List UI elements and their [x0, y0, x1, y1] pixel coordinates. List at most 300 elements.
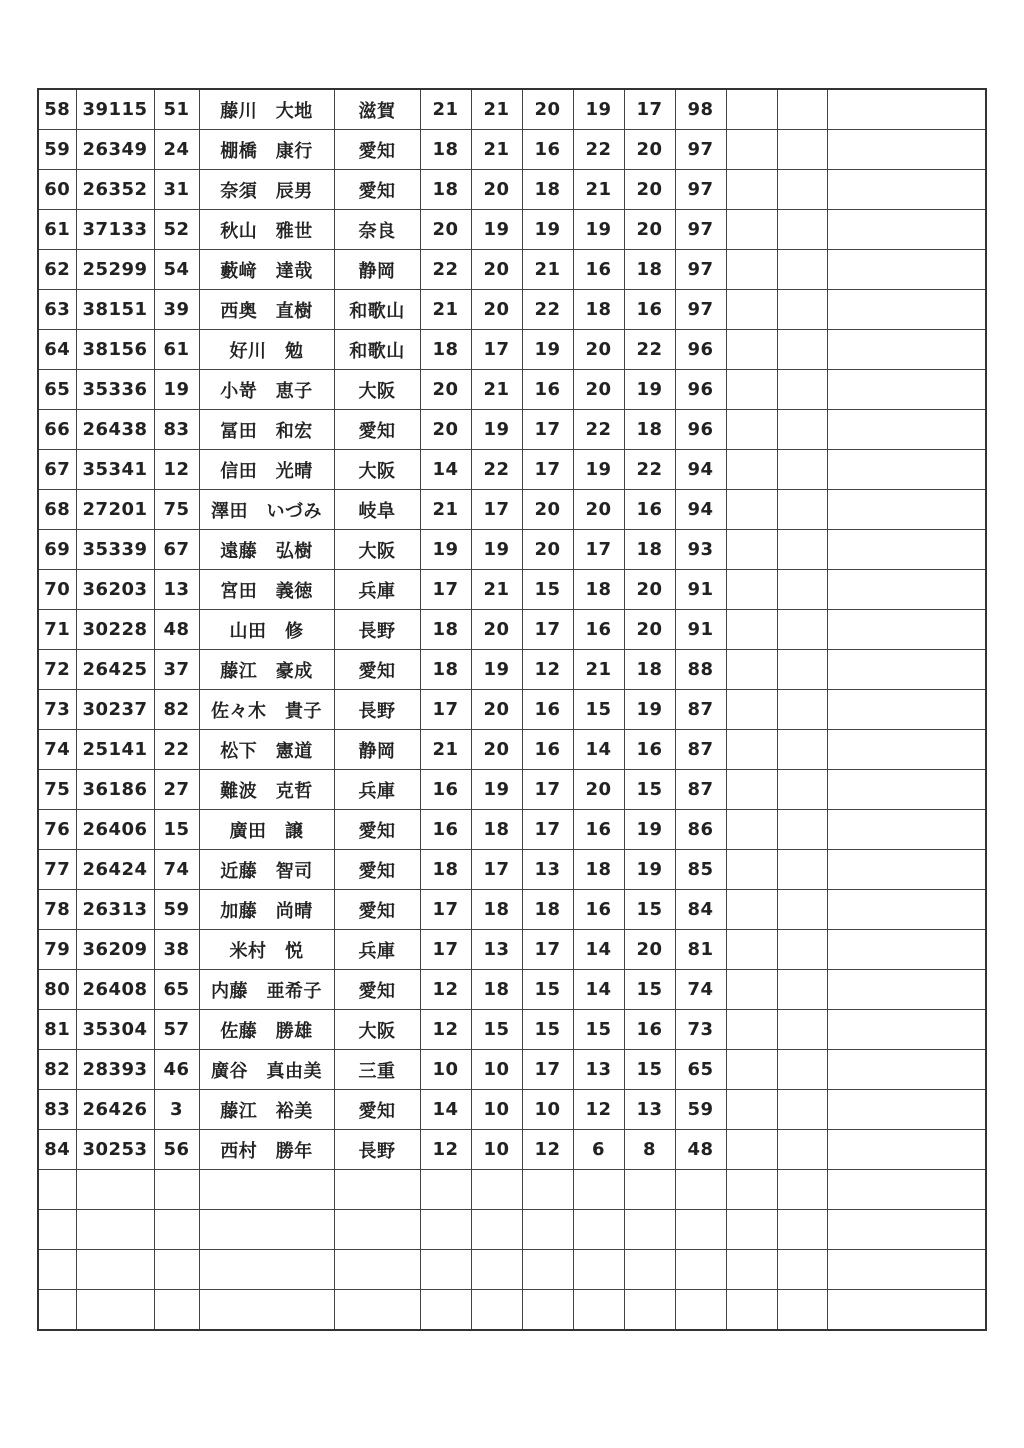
blank-cell: [471, 1210, 522, 1250]
id-cell: 30237: [76, 690, 154, 730]
prefecture-cell: 長野: [334, 1130, 420, 1170]
prefecture-cell: 愛知: [334, 1090, 420, 1130]
blank-cell: [777, 810, 827, 850]
score-5-cell: 19: [624, 690, 675, 730]
score-2-cell: 20: [471, 250, 522, 290]
score-2-cell: 22: [471, 450, 522, 490]
blank-cell: [827, 370, 986, 410]
blank-cell: [624, 1210, 675, 1250]
blank-cell: [777, 210, 827, 250]
blank-cell: [154, 1290, 199, 1331]
total-cell: 48: [675, 1130, 726, 1170]
score-5-cell: 19: [624, 850, 675, 890]
prefecture-cell: 長野: [334, 690, 420, 730]
blank-cell: [420, 1210, 471, 1250]
score-1-cell: 20: [420, 210, 471, 250]
name-cell: 山田 修: [199, 610, 334, 650]
score-4-cell: 16: [573, 890, 624, 930]
rank-cell: 82: [38, 1050, 76, 1090]
id-cell: 27201: [76, 490, 154, 530]
score-3-cell: 16: [522, 730, 573, 770]
blank-cell: [726, 290, 777, 330]
entry-number-cell: 13: [154, 570, 199, 610]
total-cell: 88: [675, 650, 726, 690]
id-cell: 35341: [76, 450, 154, 490]
total-cell: 74: [675, 970, 726, 1010]
id-cell: 36209: [76, 930, 154, 970]
prefecture-cell: 愛知: [334, 170, 420, 210]
blank-cell: [334, 1210, 420, 1250]
blank-cell: [471, 1250, 522, 1290]
prefecture-cell: 大阪: [334, 1010, 420, 1050]
blank-cell: [726, 370, 777, 410]
empty-row: [38, 1290, 986, 1331]
blank-cell: [726, 890, 777, 930]
score-1-cell: 12: [420, 1130, 471, 1170]
prefecture-cell: 静岡: [334, 250, 420, 290]
score-5-cell: 18: [624, 250, 675, 290]
rank-cell: 62: [38, 250, 76, 290]
table-row: [38, 170, 986, 210]
rank-cell: 68: [38, 490, 76, 530]
score-4-cell: 19: [573, 450, 624, 490]
blank-cell: [334, 1250, 420, 1290]
table-row: [38, 490, 986, 530]
blank-cell: [827, 1250, 986, 1290]
id-cell: 26349: [76, 130, 154, 170]
prefecture-cell: 大阪: [334, 530, 420, 570]
score-1-cell: 20: [420, 410, 471, 450]
rank-cell: 67: [38, 450, 76, 490]
table-row: [38, 810, 986, 850]
name-cell: 難波 克哲: [199, 770, 334, 810]
id-cell: 26426: [76, 1090, 154, 1130]
score-4-cell: 13: [573, 1050, 624, 1090]
score-4-cell: 20: [573, 370, 624, 410]
score-5-cell: 20: [624, 130, 675, 170]
prefecture-cell: 愛知: [334, 410, 420, 450]
blank-cell: [199, 1290, 334, 1331]
blank-cell: [726, 850, 777, 890]
rank-cell: 58: [38, 89, 76, 130]
score-3-cell: 18: [522, 890, 573, 930]
score-3-cell: 13: [522, 850, 573, 890]
table-row: [38, 290, 986, 330]
table-row: [38, 1050, 986, 1090]
blank-cell: [726, 450, 777, 490]
blank-cell: [573, 1170, 624, 1210]
id-cell: 26438: [76, 410, 154, 450]
prefecture-cell: 和歌山: [334, 330, 420, 370]
score-3-cell: 20: [522, 89, 573, 130]
entry-number-cell: 22: [154, 730, 199, 770]
prefecture-cell: 愛知: [334, 810, 420, 850]
score-4-cell: 20: [573, 330, 624, 370]
blank-cell: [827, 290, 986, 330]
blank-cell: [38, 1170, 76, 1210]
blank-cell: [827, 650, 986, 690]
total-cell: 65: [675, 1050, 726, 1090]
blank-cell: [777, 1130, 827, 1170]
score-1-cell: 18: [420, 650, 471, 690]
entry-number-cell: 37: [154, 650, 199, 690]
score-3-cell: 17: [522, 410, 573, 450]
blank-cell: [726, 730, 777, 770]
prefecture-cell: 愛知: [334, 970, 420, 1010]
score-5-cell: 17: [624, 89, 675, 130]
blank-cell: [420, 1250, 471, 1290]
blank-cell: [726, 1050, 777, 1090]
id-cell: 35339: [76, 530, 154, 570]
blank-cell: [777, 1090, 827, 1130]
name-cell: 藤江 豪成: [199, 650, 334, 690]
name-cell: 宮田 義徳: [199, 570, 334, 610]
score-5-cell: 15: [624, 890, 675, 930]
score-2-cell: 10: [471, 1130, 522, 1170]
blank-cell: [827, 490, 986, 530]
blank-cell: [777, 490, 827, 530]
score-5-cell: 20: [624, 170, 675, 210]
score-1-cell: 18: [420, 850, 471, 890]
table-row: [38, 370, 986, 410]
blank-cell: [726, 89, 777, 130]
blank-cell: [827, 890, 986, 930]
name-cell: 佐々木 貴子: [199, 690, 334, 730]
score-2-cell: 21: [471, 370, 522, 410]
rank-cell: 76: [38, 810, 76, 850]
blank-cell: [827, 1010, 986, 1050]
blank-cell: [827, 530, 986, 570]
score-2-cell: 19: [471, 650, 522, 690]
score-2-cell: 17: [471, 490, 522, 530]
results-table: [37, 88, 987, 1331]
table-row: [38, 730, 986, 770]
table-row: [38, 890, 986, 930]
id-cell: 39115: [76, 89, 154, 130]
entry-number-cell: 38: [154, 930, 199, 970]
rank-cell: 72: [38, 650, 76, 690]
entry-number-cell: 39: [154, 290, 199, 330]
total-cell: 59: [675, 1090, 726, 1130]
name-cell: 藪﨑 達哉: [199, 250, 334, 290]
score-3-cell: 15: [522, 570, 573, 610]
blank-cell: [726, 610, 777, 650]
score-1-cell: 17: [420, 930, 471, 970]
total-cell: 94: [675, 490, 726, 530]
name-cell: 澤田 いづみ: [199, 490, 334, 530]
entry-number-cell: 31: [154, 170, 199, 210]
blank-cell: [777, 770, 827, 810]
blank-cell: [777, 1170, 827, 1210]
score-4-cell: 21: [573, 650, 624, 690]
score-4-cell: 14: [573, 930, 624, 970]
blank-cell: [777, 890, 827, 930]
blank-cell: [675, 1170, 726, 1210]
score-4-cell: 19: [573, 89, 624, 130]
id-cell: 30253: [76, 1130, 154, 1170]
score-3-cell: 12: [522, 1130, 573, 1170]
score-2-cell: 15: [471, 1010, 522, 1050]
blank-cell: [726, 410, 777, 450]
score-2-cell: 21: [471, 89, 522, 130]
score-1-cell: 18: [420, 130, 471, 170]
blank-cell: [420, 1170, 471, 1210]
empty-row: [38, 1250, 986, 1290]
table-row: [38, 250, 986, 290]
blank-cell: [675, 1210, 726, 1250]
score-3-cell: 17: [522, 930, 573, 970]
name-cell: 米村 悦: [199, 930, 334, 970]
blank-cell: [777, 1010, 827, 1050]
prefecture-cell: 三重: [334, 1050, 420, 1090]
score-1-cell: 21: [420, 290, 471, 330]
blank-cell: [726, 530, 777, 570]
blank-cell: [76, 1210, 154, 1250]
score-2-cell: 19: [471, 410, 522, 450]
id-cell: 25299: [76, 250, 154, 290]
rank-cell: 77: [38, 850, 76, 890]
entry-number-cell: 83: [154, 410, 199, 450]
total-cell: 93: [675, 530, 726, 570]
blank-cell: [777, 410, 827, 450]
blank-cell: [777, 1250, 827, 1290]
blank-cell: [827, 1090, 986, 1130]
blank-cell: [827, 810, 986, 850]
blank-cell: [522, 1210, 573, 1250]
blank-cell: [726, 130, 777, 170]
table-row: [38, 1130, 986, 1170]
blank-cell: [726, 650, 777, 690]
blank-cell: [154, 1170, 199, 1210]
rank-cell: 65: [38, 370, 76, 410]
score-5-cell: 15: [624, 970, 675, 1010]
blank-cell: [334, 1290, 420, 1331]
blank-cell: [827, 1290, 986, 1331]
blank-cell: [777, 690, 827, 730]
entry-number-cell: 67: [154, 530, 199, 570]
name-cell: 信田 光晴: [199, 450, 334, 490]
prefecture-cell: 大阪: [334, 370, 420, 410]
score-1-cell: 12: [420, 970, 471, 1010]
total-cell: 97: [675, 130, 726, 170]
blank-cell: [827, 1170, 986, 1210]
score-3-cell: 22: [522, 290, 573, 330]
table-row: [38, 450, 986, 490]
blank-cell: [726, 1130, 777, 1170]
name-cell: 小嵜 恵子: [199, 370, 334, 410]
score-3-cell: 20: [522, 490, 573, 530]
blank-cell: [726, 1290, 777, 1331]
entry-number-cell: 24: [154, 130, 199, 170]
total-cell: 84: [675, 890, 726, 930]
id-cell: 37133: [76, 210, 154, 250]
blank-cell: [726, 1010, 777, 1050]
blank-cell: [199, 1250, 334, 1290]
blank-cell: [827, 1050, 986, 1090]
score-2-cell: 19: [471, 770, 522, 810]
table-row: [38, 770, 986, 810]
blank-cell: [38, 1210, 76, 1250]
blank-cell: [777, 1210, 827, 1250]
blank-cell: [38, 1290, 76, 1331]
entry-number-cell: 56: [154, 1130, 199, 1170]
blank-cell: [777, 370, 827, 410]
entry-number-cell: 65: [154, 970, 199, 1010]
entry-number-cell: 75: [154, 490, 199, 530]
prefecture-cell: 静岡: [334, 730, 420, 770]
score-1-cell: 18: [420, 610, 471, 650]
total-cell: 73: [675, 1010, 726, 1050]
score-4-cell: 20: [573, 490, 624, 530]
blank-cell: [726, 690, 777, 730]
table-row: [38, 410, 986, 450]
score-1-cell: 18: [420, 330, 471, 370]
table-row: [38, 850, 986, 890]
blank-cell: [827, 1130, 986, 1170]
score-4-cell: 16: [573, 810, 624, 850]
total-cell: 96: [675, 330, 726, 370]
blank-cell: [726, 570, 777, 610]
blank-cell: [726, 330, 777, 370]
blank-cell: [827, 130, 986, 170]
score-4-cell: 22: [573, 410, 624, 450]
prefecture-cell: 長野: [334, 610, 420, 650]
total-cell: 97: [675, 210, 726, 250]
entry-number-cell: 46: [154, 1050, 199, 1090]
table-row: [38, 210, 986, 250]
blank-cell: [777, 290, 827, 330]
table-row: [38, 530, 986, 570]
blank-cell: [777, 730, 827, 770]
blank-cell: [827, 930, 986, 970]
blank-cell: [726, 490, 777, 530]
blank-cell: [726, 1210, 777, 1250]
score-2-cell: 20: [471, 170, 522, 210]
total-cell: 96: [675, 410, 726, 450]
score-3-cell: 16: [522, 690, 573, 730]
blank-cell: [624, 1290, 675, 1331]
entry-number-cell: 82: [154, 690, 199, 730]
id-cell: 36203: [76, 570, 154, 610]
entry-number-cell: 3: [154, 1090, 199, 1130]
table-row: [38, 130, 986, 170]
name-cell: 遠藤 弘樹: [199, 530, 334, 570]
name-cell: 好川 勉: [199, 330, 334, 370]
score-2-cell: 18: [471, 970, 522, 1010]
blank-cell: [522, 1250, 573, 1290]
blank-cell: [76, 1250, 154, 1290]
rank-cell: 74: [38, 730, 76, 770]
table-row: [38, 930, 986, 970]
blank-cell: [827, 690, 986, 730]
table-row: [38, 610, 986, 650]
blank-cell: [777, 970, 827, 1010]
blank-cell: [726, 810, 777, 850]
rank-cell: 71: [38, 610, 76, 650]
score-1-cell: 16: [420, 770, 471, 810]
rank-cell: 63: [38, 290, 76, 330]
name-cell: 西村 勝年: [199, 1130, 334, 1170]
table-row: [38, 650, 986, 690]
blank-cell: [827, 410, 986, 450]
score-5-cell: 18: [624, 530, 675, 570]
rank-cell: 59: [38, 130, 76, 170]
score-5-cell: 20: [624, 570, 675, 610]
results-body: [38, 89, 986, 1330]
rank-cell: 70: [38, 570, 76, 610]
score-1-cell: 10: [420, 1050, 471, 1090]
score-3-cell: 17: [522, 770, 573, 810]
blank-cell: [624, 1170, 675, 1210]
id-cell: 35304: [76, 1010, 154, 1050]
entry-number-cell: 12: [154, 450, 199, 490]
id-cell: 30228: [76, 610, 154, 650]
prefecture-cell: 愛知: [334, 650, 420, 690]
id-cell: 38156: [76, 330, 154, 370]
id-cell: 26313: [76, 890, 154, 930]
prefecture-cell: 岐阜: [334, 490, 420, 530]
score-5-cell: 8: [624, 1130, 675, 1170]
total-cell: 96: [675, 370, 726, 410]
score-4-cell: 14: [573, 730, 624, 770]
prefecture-cell: 滋賀: [334, 89, 420, 130]
blank-cell: [471, 1170, 522, 1210]
score-5-cell: 16: [624, 1010, 675, 1050]
prefecture-cell: 兵庫: [334, 570, 420, 610]
score-5-cell: 20: [624, 930, 675, 970]
name-cell: 西奥 直樹: [199, 290, 334, 330]
blank-cell: [777, 130, 827, 170]
blank-cell: [675, 1250, 726, 1290]
score-3-cell: 12: [522, 650, 573, 690]
name-cell: 冨田 和宏: [199, 410, 334, 450]
blank-cell: [827, 89, 986, 130]
blank-cell: [777, 170, 827, 210]
score-1-cell: 17: [420, 690, 471, 730]
score-2-cell: 20: [471, 290, 522, 330]
blank-cell: [726, 210, 777, 250]
blank-cell: [827, 1210, 986, 1250]
total-cell: 94: [675, 450, 726, 490]
blank-cell: [573, 1250, 624, 1290]
score-5-cell: 20: [624, 210, 675, 250]
score-5-cell: 22: [624, 330, 675, 370]
id-cell: 28393: [76, 1050, 154, 1090]
blank-cell: [827, 330, 986, 370]
score-2-cell: 17: [471, 850, 522, 890]
score-4-cell: 6: [573, 1130, 624, 1170]
blank-cell: [827, 770, 986, 810]
rank-cell: 60: [38, 170, 76, 210]
id-cell: 26425: [76, 650, 154, 690]
blank-cell: [777, 250, 827, 290]
blank-cell: [199, 1170, 334, 1210]
blank-cell: [726, 970, 777, 1010]
score-5-cell: 15: [624, 770, 675, 810]
blank-cell: [573, 1290, 624, 1331]
blank-cell: [726, 1170, 777, 1210]
entry-number-cell: 54: [154, 250, 199, 290]
score-2-cell: 10: [471, 1050, 522, 1090]
blank-cell: [76, 1290, 154, 1331]
score-4-cell: 14: [573, 970, 624, 1010]
score-1-cell: 21: [420, 89, 471, 130]
rank-cell: 78: [38, 890, 76, 930]
name-cell: 廣谷 真由美: [199, 1050, 334, 1090]
prefecture-cell: 愛知: [334, 850, 420, 890]
name-cell: 内藤 亜希子: [199, 970, 334, 1010]
score-1-cell: 17: [420, 890, 471, 930]
